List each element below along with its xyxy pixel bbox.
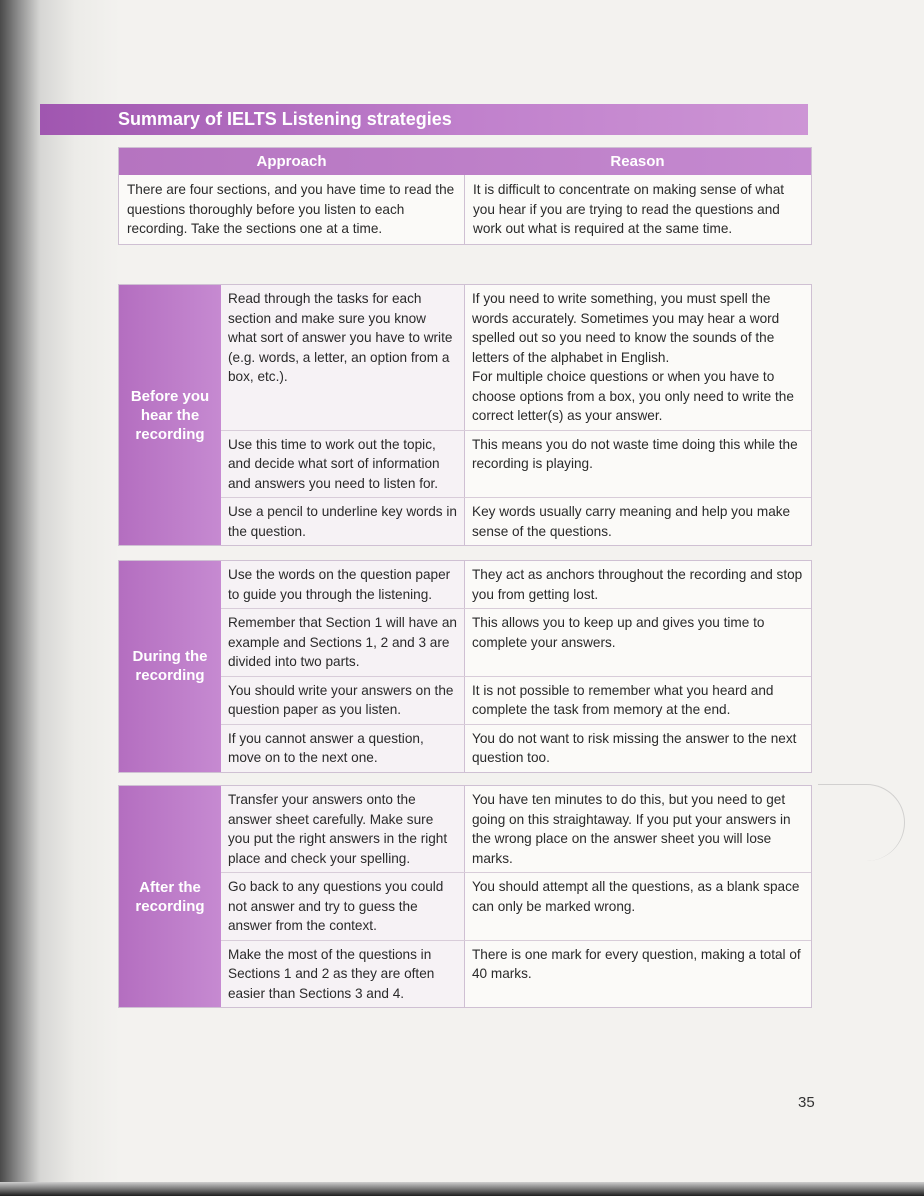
reason-cell: They act as anchors throughout the recording and stop you from getting lost.: [472, 567, 803, 602]
intro-row: [119, 175, 811, 244]
stage-after-rows: [221, 786, 811, 1007]
table-row: [221, 786, 811, 873]
table-row: [221, 873, 811, 941]
reason-header: Reason: [610, 153, 665, 170]
reason-cell: This means you do not waste time doing this while the recording is playing.: [472, 436, 798, 471]
table-row: [221, 561, 811, 609]
table-row: [221, 431, 811, 499]
stage-label-after: After the recording: [119, 786, 221, 1007]
reason-cell: [465, 285, 811, 430]
approach-text: Read through the tasks for each section and make sure you know what sort of answer you have to write (e.g. words, a letter, an option from a box, etc.).: [228, 291, 453, 384]
approach-cell: Remember that Section 1 will have an example and Sections 1, 2 and 3 are divided into two parts.: [221, 609, 465, 676]
table-header: [119, 148, 811, 175]
banner-title: Summary of IELTS Listening strategies: [118, 109, 452, 129]
stage-before-rows: [221, 285, 811, 545]
approach-cell: Go back to any questions you could not answer and try to guess the answer from the context.: [221, 873, 465, 940]
approach-header: Approach: [256, 153, 327, 170]
table-row: [221, 725, 811, 772]
approach-cell: Use the words on the question paper to guide you through the listening.: [221, 561, 465, 608]
stage-after-table: [118, 785, 812, 1008]
stage-during-table: [118, 560, 812, 773]
stage-during-rows: [221, 561, 811, 772]
table-row: [221, 677, 811, 725]
page-bottom-edge: [0, 1182, 924, 1196]
reason-cell: You should attempt all the questions, as a blank space can only be marked wrong.: [472, 879, 800, 914]
reason-cell: There is one mark for every question, making a total of 40 marks.: [472, 946, 801, 981]
reason-cell: Key words usually carry meaning and help you make sense of the questions.: [472, 504, 791, 539]
approach-cell: Use this time to work out the topic, and decide what sort of information and answers you need to listen for.: [221, 431, 465, 498]
reason-text-2: For multiple choice questions or when you have to choose options from a box, you only need to write the correct letter(s) as your answer.: [472, 369, 794, 423]
reason-cell: It is not possible to remember what you heard and complete the task from memory at the end.: [472, 682, 774, 717]
table-row: [221, 498, 811, 545]
reason-cell: You have ten minutes to do this, but you need to get going on this straightaway. If you put your answers in the wrong place on the answer sheet you will lose marks.: [472, 792, 791, 866]
stage-before-table: [118, 284, 812, 546]
reason-text: If you need to write something, you must spell the words accurately. Sometimes you may hear a word spelled out so you need to know the sounds of the letters of the alphabet in English.: [472, 291, 780, 365]
approach-cell: Transfer your answers onto the answer sheet carefully. Make sure you put the right answers in the right place and check your spelling.: [221, 786, 465, 872]
approach-cell: Use a pencil to underline key words in the question.: [221, 498, 465, 545]
reason-cell: This allows you to keep up and gives you time to complete your answers.: [472, 615, 765, 650]
approach-cell: You should write your answers on the question paper as you listen.: [221, 677, 465, 724]
table-row: [221, 285, 811, 431]
margin-pencil-mark: [818, 784, 905, 861]
summary-banner: [40, 104, 808, 135]
approach-cell: If you cannot answer a question, move on to the next one.: [221, 725, 465, 772]
stage-label-before: Before you hear the recording: [119, 285, 221, 545]
table-row: [221, 941, 811, 1008]
reason-cell: You do not want to risk missing the answer to the next question too.: [472, 730, 797, 765]
intro-reason: It is difficult to concentrate on making sense of what you hear if you are trying to read the questions and work out what is required at the same time.: [473, 182, 785, 236]
approach-cell: [221, 285, 465, 430]
approach-cell: Make the most of the questions in Sections 1 and 2 as they are often easier than Sections 3 and 4.: [221, 941, 465, 1008]
page-number: 35: [798, 1094, 815, 1111]
intro-approach: There are four sections, and you have time to read the questions thoroughly before you listen to each recording. Take the sections one at a time.: [119, 175, 465, 244]
table-row: [221, 609, 811, 677]
stage-label-during: During the recording: [119, 561, 221, 772]
intro-table: [118, 147, 812, 245]
page-binding-shadow: [0, 0, 120, 1196]
